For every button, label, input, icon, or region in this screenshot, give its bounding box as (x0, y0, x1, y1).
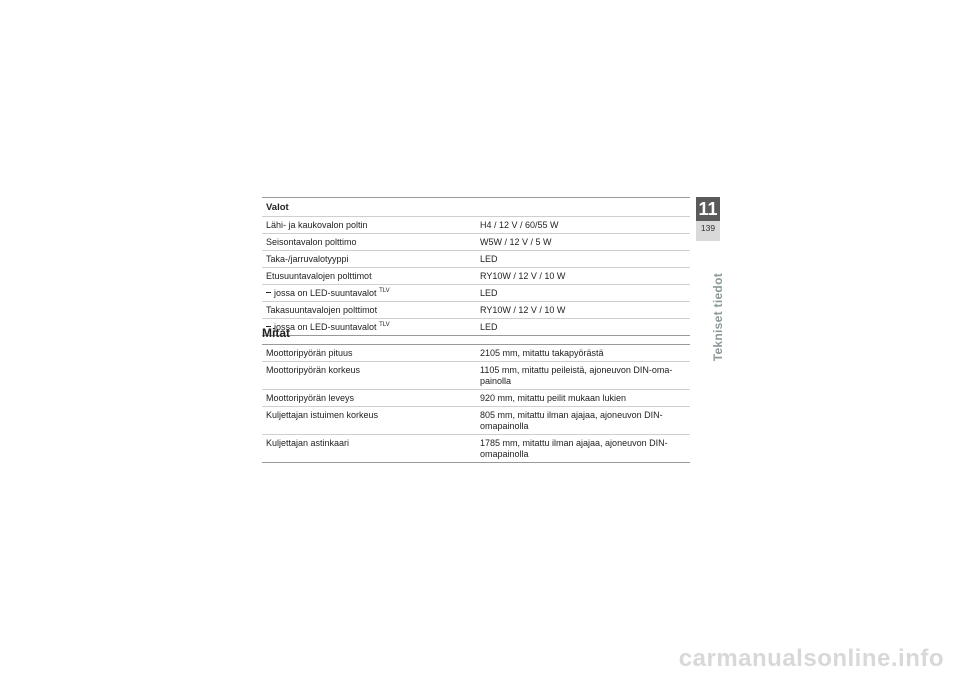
section-title-mitat: Mitat (262, 326, 290, 340)
page-number: 139 (700, 223, 716, 233)
lights-table (262, 197, 690, 336)
row-value (476, 407, 690, 434)
row-value-line1: 805 mm, mitattu ilman ajajaa, ajoneuvon DIN- (480, 410, 663, 420)
dash-icon (266, 292, 271, 293)
table-row (262, 268, 690, 285)
row-value-line2: omapainolla (480, 449, 529, 459)
row-label-sub (262, 319, 476, 335)
table-row (262, 285, 690, 302)
row-label-text: jossa on LED-suuntavalot (274, 288, 377, 298)
chapter-tab (696, 197, 720, 241)
row-value: 2105 mm, mitattu takapyörästä (480, 348, 604, 358)
row-label: Moottoripyörän leveys (266, 393, 355, 403)
lights-table-header: Valot (262, 197, 690, 217)
table-row (262, 234, 690, 251)
row-label: Moottoripyörän korkeus (266, 365, 361, 375)
chapter-side-title: Tekniset tiedot (711, 273, 725, 362)
row-value: W5W / 12 V / 5 W (480, 237, 552, 247)
superscript-tlv: TLV (379, 322, 390, 328)
table-row (262, 217, 690, 234)
row-value: 920 mm, mitattu peilit mukaan lukien (480, 393, 627, 403)
row-label: Kuljettajan astinkaari (266, 438, 350, 448)
row-value-line1: 1785 mm, mitattu ilman ajajaa, ajoneuvon DIN- (480, 438, 668, 448)
table-row (262, 362, 690, 390)
dimensions-table (262, 344, 690, 463)
row-value-line2: painolla (480, 376, 512, 386)
row-label-text: jossa on LED-suuntavalot (274, 322, 377, 332)
row-value: LED (480, 254, 498, 264)
table-row (262, 251, 690, 268)
row-label: Seisontavalon polttimo (266, 237, 357, 247)
row-value: LED (480, 322, 498, 332)
row-value: RY10W / 12 V / 10 W (480, 271, 566, 281)
table-row (262, 302, 690, 319)
row-label: Lähi- ja kaukovalon poltin (266, 220, 368, 230)
superscript-tlv: TLV (379, 288, 390, 294)
table-row (262, 319, 690, 336)
row-value (476, 362, 690, 389)
row-label: Taka-/jarruvalotyyppi (266, 254, 349, 264)
row-label: Kuljettajan istuimen korkeus (266, 410, 379, 420)
row-value: H4 / 12 V / 60/55 W (480, 220, 559, 230)
watermark: carmanualsonline.info (678, 645, 944, 672)
row-value: RY10W / 12 V / 10 W (480, 305, 566, 315)
row-value: LED (480, 288, 498, 298)
row-label: Etusuuntavalojen polttimot (266, 271, 372, 281)
row-label: Takasuuntavalojen polttimot (266, 305, 378, 315)
row-value-line2: omapainolla (480, 421, 529, 431)
table-row (262, 435, 690, 463)
row-value (476, 435, 690, 462)
row-label-sub (262, 285, 476, 301)
row-value-line1: 1105 mm, mitattu peileistä, ajoneuvon DIN-oma- (480, 365, 673, 375)
chapter-number: 11 (696, 197, 720, 221)
table-row (262, 390, 690, 407)
table-row (262, 345, 690, 362)
row-label: Moottoripyörän pituus (266, 348, 353, 358)
table-row (262, 407, 690, 435)
